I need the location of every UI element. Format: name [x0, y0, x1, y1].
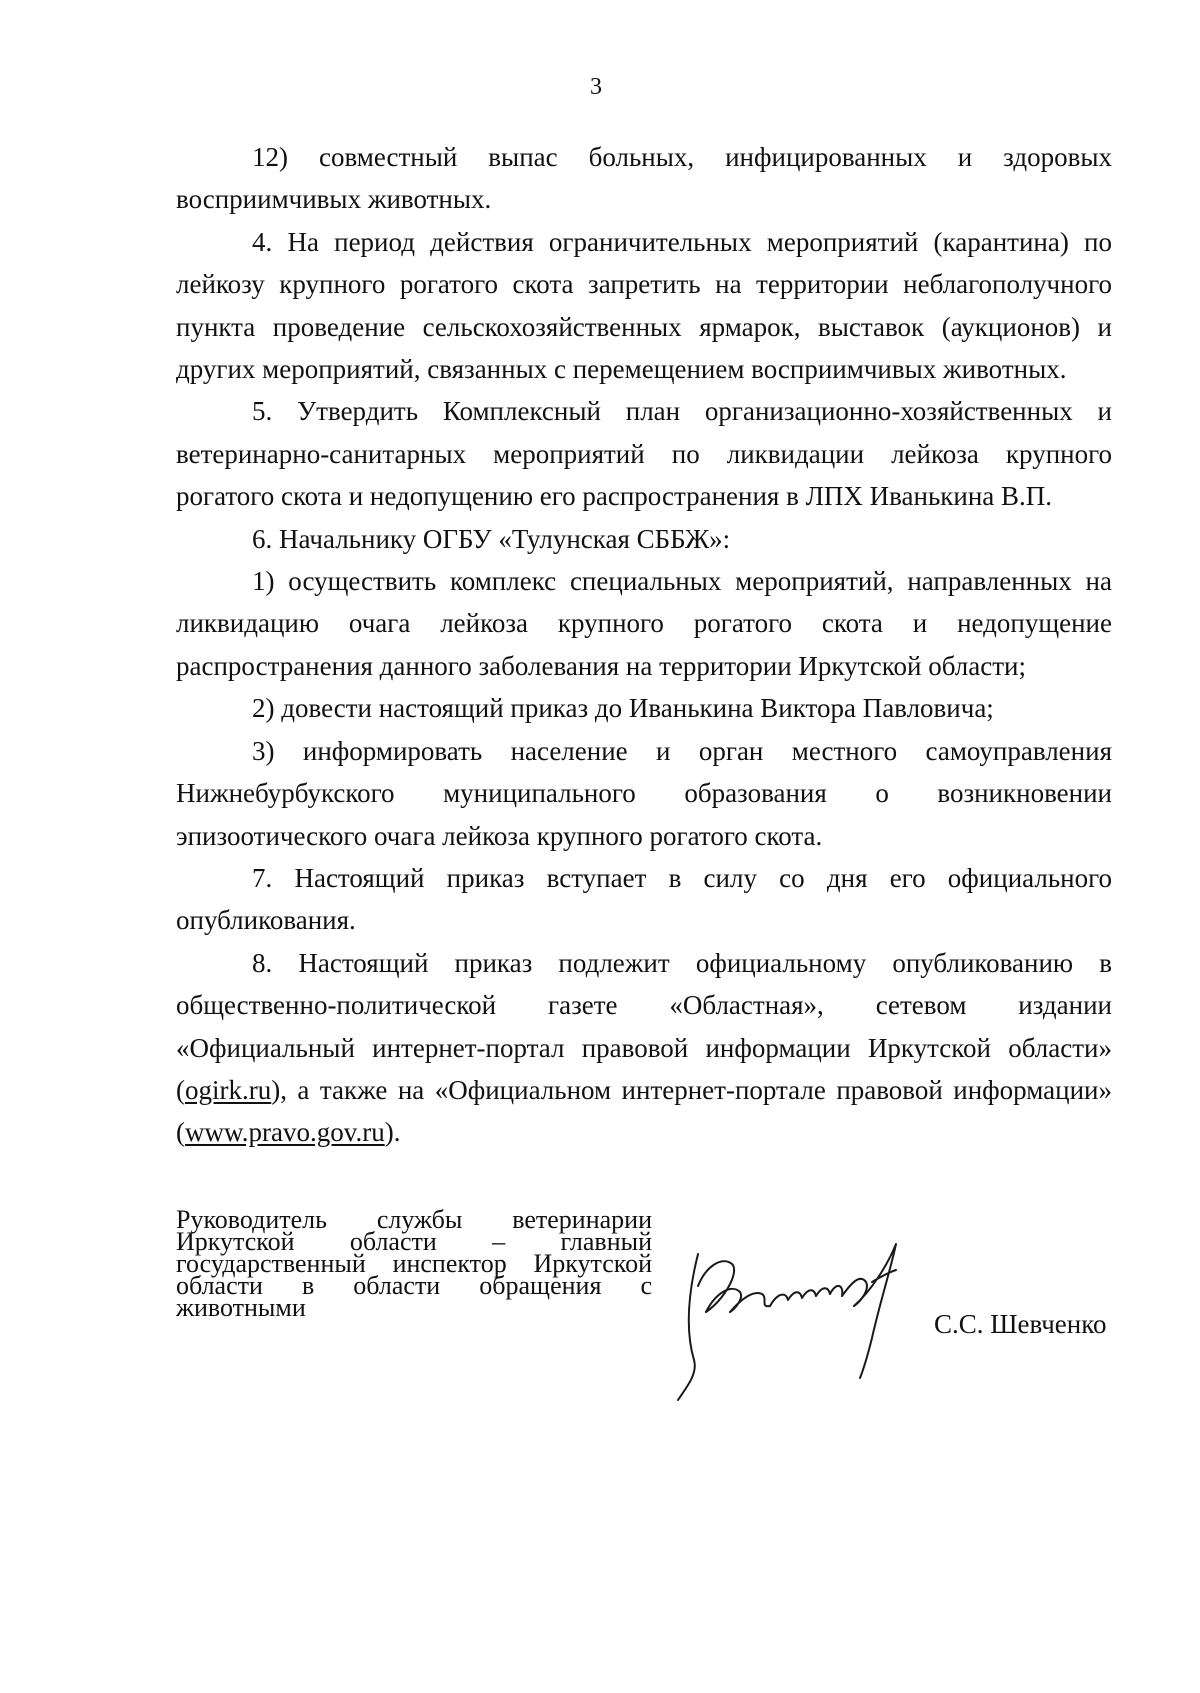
signatory-title-line: Иркутской области – главный — [176, 1227, 652, 1256]
signatory-title-line: государственный инспектор — [176, 1249, 507, 1278]
document-body — [176, 136, 1112, 1154]
paragraph-item-12 — [176, 136, 1112, 221]
signatory-title — [176, 1205, 652, 1322]
paragraph-text: ), а также на «Официальном интернет-портале правовой информации» ( — [176, 1074, 1112, 1148]
paragraph-text: 4. На период действия ограничительных мероприятий (карантина) по лейкозу крупного рогатого скота запретить на территории неблагополучного пункта проведение сельскохозяйственных ярмарок, выставок (аукционов) и других мероприятий, связанных с перемещением восприимчивых животных. — [176, 226, 1112, 385]
page-number: 3 — [590, 74, 602, 100]
paragraph-text: 5. Утвердить Комплексный план организационно-хозяйственных и ветеринарно-санитарных мероприятий по ликвидации лейкоза крупного рогатого скота и недопущению его распространения в ЛПХ Иванькина В.П. — [176, 396, 1112, 512]
paragraph-text: ). — [384, 1117, 401, 1148]
paragraph-text: 8. Настоящий приказ подлежит официальному опубликованию в общественно-политической газете «Областная», сетевом издании «Официальный интернет-портал правовой информации Иркутской области» ( — [176, 947, 1112, 1105]
paragraph-text: 6. Начальнику ОГБУ «Тулунская СББЖ»: — [252, 523, 731, 554]
paragraph-text: 1) осуществить комплекс специальных мероприятий, направленных на ликвидацию очага лейкоза крупного рогатого скота и недопущение распространения данного заболевания на территории Иркутской области; — [176, 566, 1112, 681]
paragraph-7 — [176, 857, 1112, 942]
paragraph-text: 3) информировать население и орган местного самоуправления Нижнебурбукского муниципального образования о возникновении эпизоотического очага лейкоза крупного рогатого скота. — [176, 735, 1112, 851]
paragraph-text: 7. Настоящий приказ вступает в силу со дня его официального опубликования. — [176, 862, 1112, 936]
paragraph-6-item-2 — [176, 687, 1112, 729]
paragraph-6 — [176, 518, 1112, 560]
signer-name: С.С. Шевченко — [934, 1309, 1107, 1339]
paragraph-6-item-3 — [176, 730, 1112, 857]
paragraph-text: 2) довести настоящий приказ до Иванькина Виктора Павловича; — [252, 693, 994, 724]
paragraph-5 — [176, 390, 1112, 517]
signatory-title-line: Руководитель службы ветеринарии — [176, 1205, 652, 1234]
handwritten-signature — [676, 1242, 926, 1402]
paragraph-8 — [176, 942, 1112, 1154]
signatory-title-line: Иркутской области в области — [176, 1249, 652, 1300]
paragraph-4 — [176, 221, 1112, 391]
paragraph-text: 12) совместный выпас больных, инфицированных и здоровых восприимчивых животных. — [176, 142, 1112, 215]
signatory-title-line: обращения с животными — [176, 1271, 652, 1322]
ogirk-link[interactable]: ogirk.ru — [185, 1074, 272, 1105]
pravo-gov-link[interactable]: www.pravo.gov.ru — [185, 1117, 385, 1148]
paragraph-6-item-1 — [176, 560, 1112, 687]
